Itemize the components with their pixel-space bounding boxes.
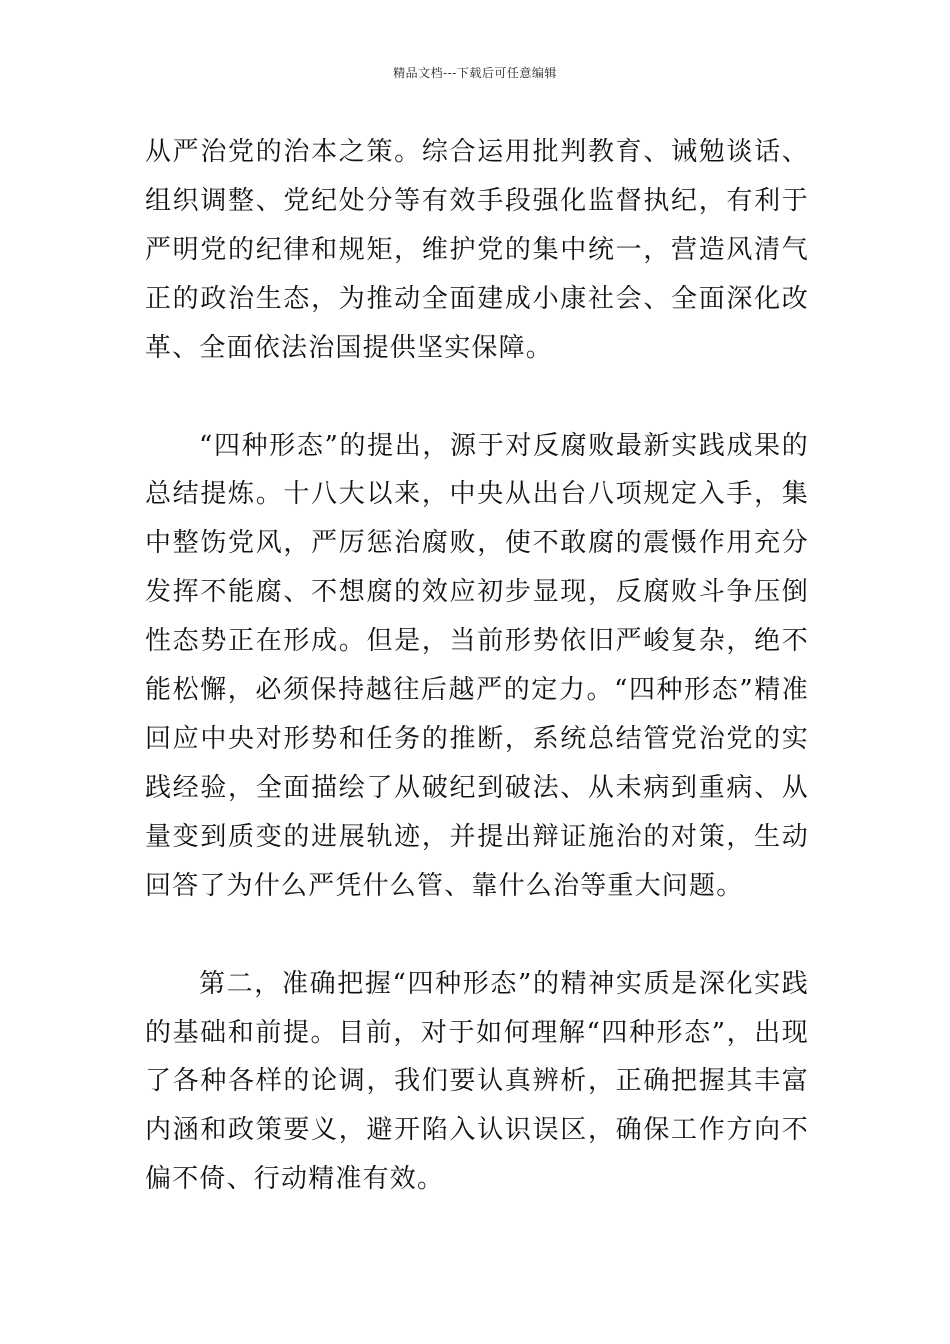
paragraph-four-forms-origin: “四种形态”的提出，源于对反腐败最新实践成果的总结提炼。十八大以来，中央从出台八项规定入手，集中整饬党风，严厉惩治腐败，使不敢腐的震慑作用充分发挥不能腐、不想腐的效应初步显现，反腐败斗争压倒性态势正在形成。但是，当前形势依旧严峻复杂，绝不能松懈，必须保持越往后越严的定力。“四种形态”精准回应中央对形势和任务的推断，系统总结管党治党的实践经验，全面描绘了从破纪到破法、从未病到重病、从量变到质变的进展轨迹，并提出辩证施治的对策，生动回答了为什么严凭什么管、靠什么治等重大问题。 [145, 430, 809, 901]
document-body [145, 128, 809, 1253]
paragraph-second-point: 第二，准确把握“四种形态”的精神实质是深化实践的基础和前提。目前，对于如何理解“四种形态”，出现了各种各样的论调，我们要认真辨析，正确把握其丰富内涵和政策要义，避开陷入认识误区，确保工作方向不偏不倚、行动精准有效。 [145, 968, 809, 1195]
page-header: 精品文档---下载后可任意编辑 [393, 66, 557, 80]
paragraph-continuation: 从严治党的治本之策。综合运用批判教育、诫勉谈话、组织调整、党纪处分等有效手段强化监督执纪，有利于严明党的纪律和规矩，维护党的集中统一，营造风清气正的政治生态，为推动全面建成小康社会、全面深化改革、全面依法治国提供坚实保障。 [145, 137, 809, 363]
